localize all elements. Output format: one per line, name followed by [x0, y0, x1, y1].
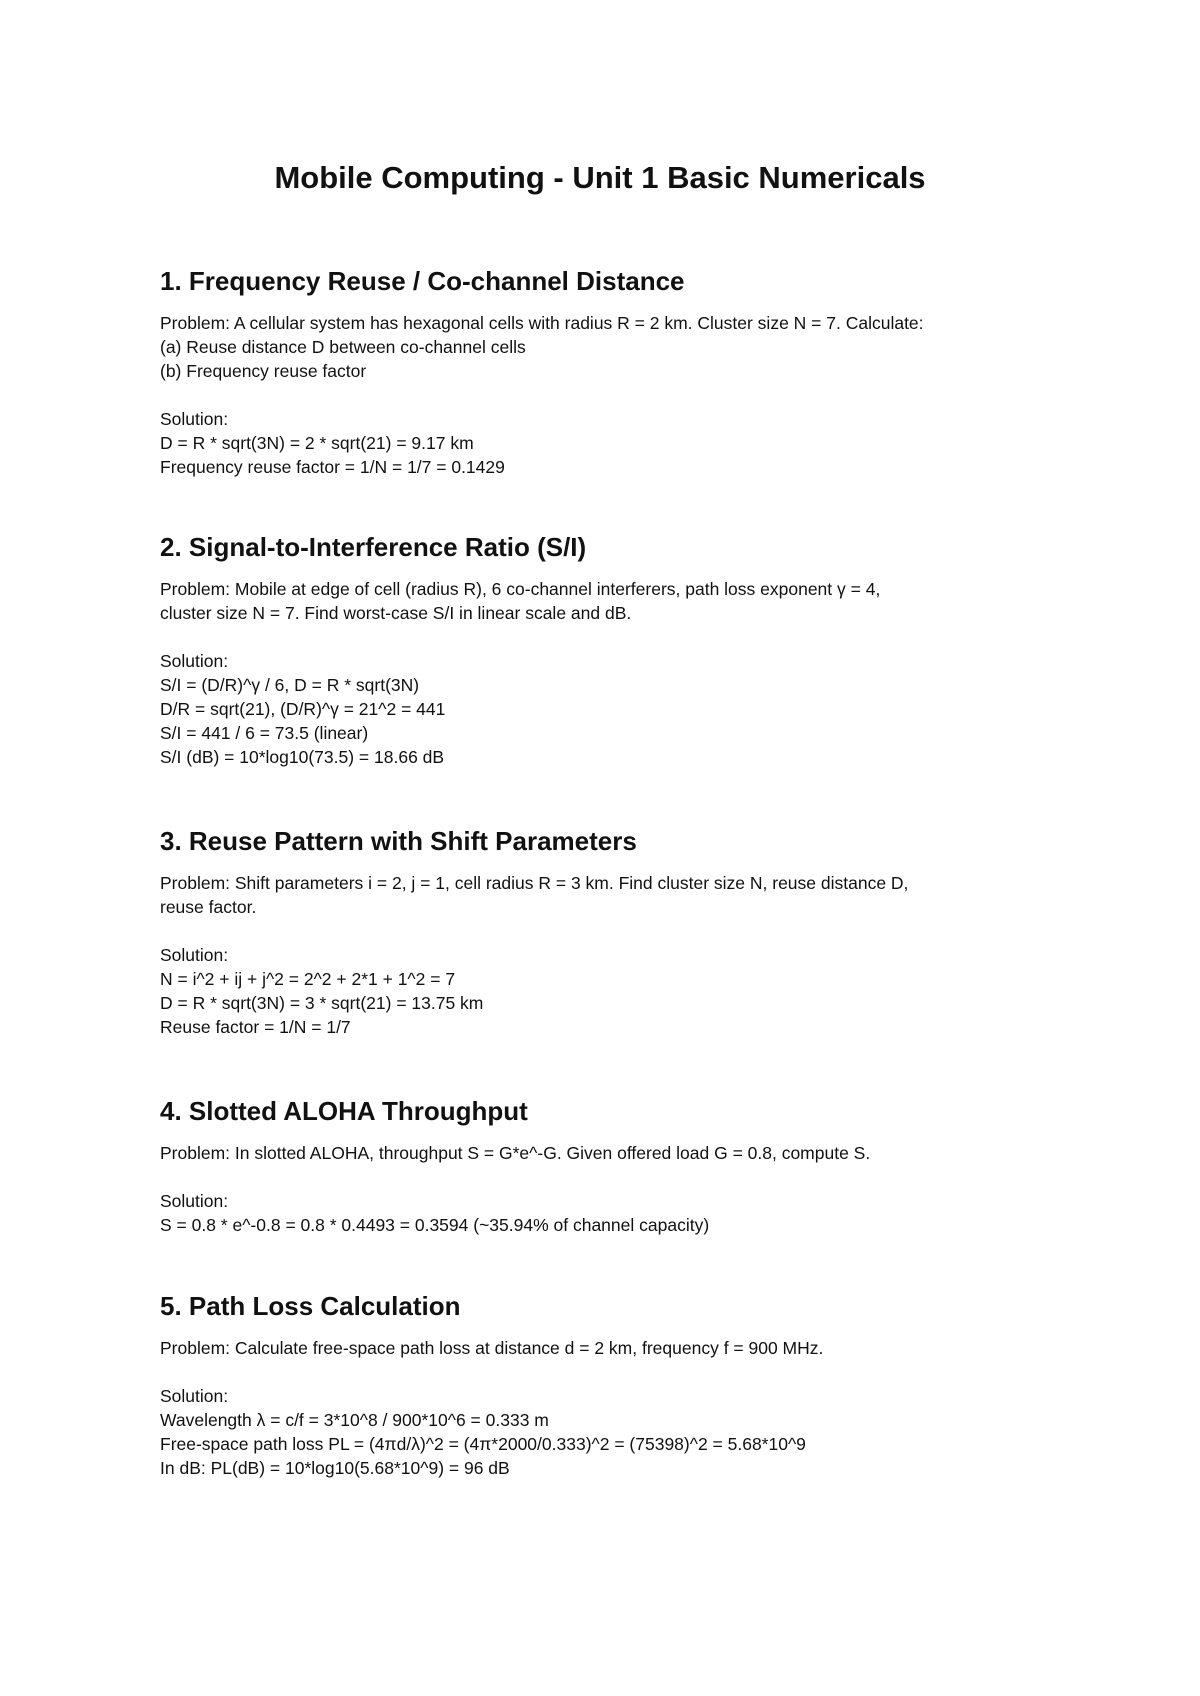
solution-line: S/I = (D/R)^γ / 6, D = R * sqrt(3N) [160, 675, 420, 695]
problem-line: (b) Frequency reuse factor [160, 361, 367, 381]
section-heading: 2. Signal-to-Interference Ratio (S/I) [160, 532, 587, 562]
solution-line: Wavelength λ = c/f = 3*10^8 / 900*10^6 = 0.333 m [160, 1410, 549, 1430]
section-heading: 1. Frequency Reuse / Co-channel Distance [160, 266, 685, 296]
solution-label: Solution: [160, 1386, 229, 1406]
document-title: Mobile Computing - Unit 1 Basic Numericals [274, 160, 926, 195]
solution-line: D = R * sqrt(3N) = 3 * sqrt(21) = 13.75 km [160, 993, 484, 1013]
section-path-loss [160, 1290, 1060, 1480]
problem-line: Problem: Mobile at edge of cell (radius R), 6 co-channel interferers, path loss exponent γ = 4, [160, 579, 881, 599]
solution-label: Solution: [160, 409, 229, 429]
solution-label: Solution: [160, 1191, 229, 1211]
solution-label: Solution: [160, 945, 229, 965]
section-frequency-reuse [160, 265, 1060, 479]
solution-label: Solution: [160, 651, 229, 671]
solution-line: D = R * sqrt(3N) = 2 * sqrt(21) = 9.17 km [160, 433, 474, 453]
section-heading: 5. Path Loss Calculation [160, 1291, 461, 1321]
problem-line: Problem: A cellular system has hexagonal cells with radius R = 2 km. Cluster size N = 7. Calculate: [160, 313, 924, 333]
spacer [160, 625, 1060, 649]
spacer [160, 1360, 1060, 1384]
spacer [160, 1165, 1060, 1189]
solution-line: Free-space path loss PL = (4πd/λ)^2 = (4π*2000/0.333)^2 = (75398)^2 = 5.68*10^9 [160, 1434, 806, 1454]
problem-line: Problem: In slotted ALOHA, throughput S = G*e^-G. Given offered load G = 0.8, compute S. [160, 1143, 871, 1163]
problem-line: reuse factor. [160, 897, 257, 917]
problem-line: cluster size N = 7. Find worst-case S/I in linear scale and dB. [160, 603, 632, 623]
solution-line: Frequency reuse factor = 1/N = 1/7 = 0.1429 [160, 457, 505, 477]
solution-line: S/I = 441 / 6 = 73.5 (linear) [160, 723, 369, 743]
section-reuse-pattern [160, 825, 1060, 1039]
problem-line: Problem: Calculate free-space path loss at distance d = 2 km, frequency f = 900 MHz. [160, 1338, 824, 1358]
spacer [160, 383, 1060, 407]
section-heading: 4. Slotted ALOHA Throughput [160, 1096, 528, 1126]
solution-line: N = i^2 + ij + j^2 = 2^2 + 2*1 + 1^2 = 7 [160, 969, 456, 989]
solution-line: Reuse factor = 1/N = 1/7 [160, 1017, 351, 1037]
spacer [160, 919, 1060, 943]
solution-line: In dB: PL(dB) = 10*log10(5.68*10^9) = 96 dB [160, 1458, 510, 1478]
problem-line: (a) Reuse distance D between co-channel cells [160, 337, 526, 357]
solution-line: S = 0.8 * e^-0.8 = 0.8 * 0.4493 = 0.3594 (~35.94% of channel capacity) [160, 1215, 710, 1235]
section-slotted-aloha [160, 1095, 1060, 1237]
section-signal-to-interference [160, 531, 1060, 769]
section-heading: 3. Reuse Pattern with Shift Parameters [160, 826, 637, 856]
problem-line: Problem: Shift parameters i = 2, j = 1, cell radius R = 3 km. Find cluster size N, reuse distance D, [160, 873, 909, 893]
solution-line: S/I (dB) = 10*log10(73.5) = 18.66 dB [160, 747, 445, 767]
solution-line: D/R = sqrt(21), (D/R)^γ = 21^2 = 441 [160, 699, 446, 719]
